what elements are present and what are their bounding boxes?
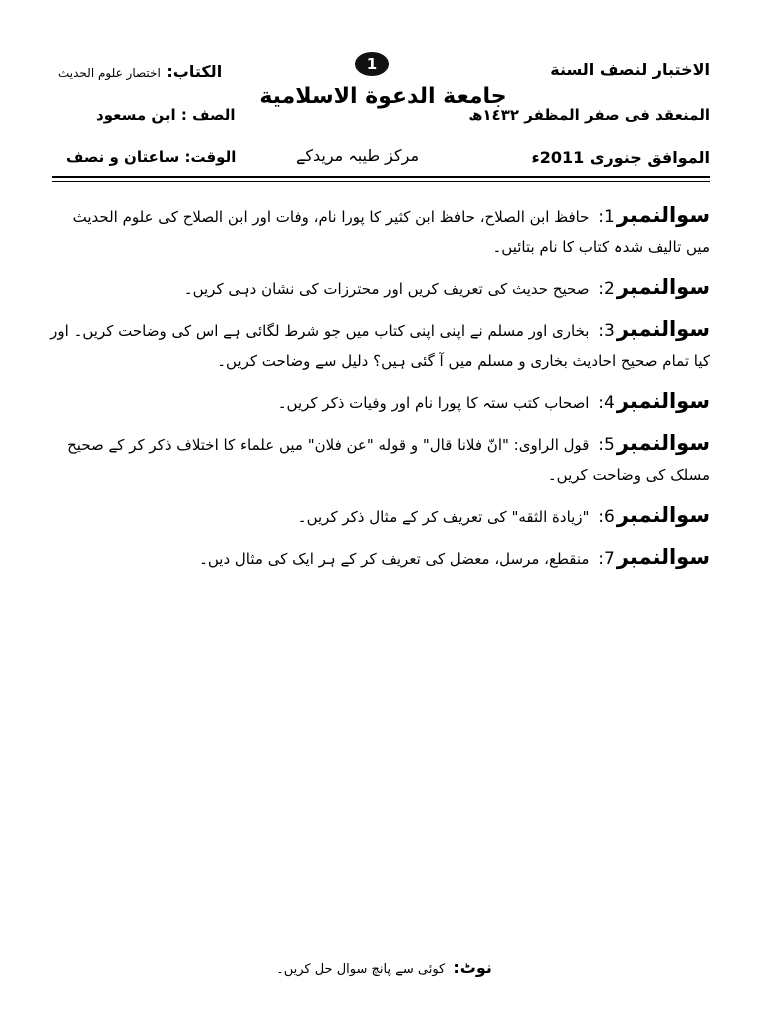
center-name: مرکز طیبہ مریدکے [296, 146, 420, 165]
question-item-5 [48, 428, 710, 490]
question-text: قول الراوی: "انّ فلانا قال" و قوله "عن فلان" میں علماء کا اختلاف ذکر کر کے صحیح مسلک کی وضاحت کریں۔ [67, 436, 710, 484]
question-item-2 [48, 272, 710, 304]
time-info [66, 148, 236, 166]
header-divider-bottom [52, 181, 710, 182]
question-item-1 [48, 200, 710, 262]
question-text: "زيادة الثقه" کی تعریف کر کے مثال ذکر کریں۔ [297, 508, 590, 526]
note-label: نوٹ: [453, 958, 492, 977]
question-label: سوالنمبر [616, 317, 710, 341]
question-text: بخاری اور مسلم نے اپنی اپنی کتاب میں جو شرط لگائی ہے اس کی وضاحت کریں۔ اور کیا تمام صحیح احادیث بخاری و مسلم میں آ گئی ہیں؟ دلیل سے وضاحت کریں۔ [50, 322, 710, 370]
question-item-4 [48, 386, 710, 418]
question-item-6 [48, 500, 710, 532]
note-text: کوئی سے پانچ سوال حل کریں۔ [276, 962, 446, 977]
header-divider-top [52, 176, 710, 178]
question-number: 3: [598, 321, 615, 341]
class-info [96, 106, 236, 124]
class-label: الصف : [180, 106, 236, 124]
book-label: الکتاب: [166, 62, 223, 81]
question-label: سوالنمبر [616, 275, 710, 299]
question-text: اصحاب کتب ستہ کا پورا نام اور وفیات ذکر کریں۔ [277, 394, 590, 412]
institution-name: جامعة الدعوة الاسلامية [259, 84, 507, 109]
question-number: 2: [598, 279, 615, 299]
question-label: سوالنمبر [616, 545, 710, 569]
exam-date-hijri: المنعقد فی صفر المظفر ١٤٣٢ھ [468, 106, 710, 124]
question-number: 7: [598, 549, 615, 569]
question-text: صحیح حدیث کی تعریف کریں اور محترزات کی نشان دہی کریں۔ [183, 280, 590, 298]
question-number: 1: [598, 207, 615, 227]
question-label: سوالنمبر [616, 203, 710, 227]
question-label: سوالنمبر [616, 431, 710, 455]
question-text: حافظ ابن الصلاح، حافظ ابن کثیر کا پورا نام، وفات اور ابن الصلاح کی علوم الحدیث میں تالیف شدہ کتاب کا نام بتائیں۔ [72, 208, 710, 256]
questions-list [48, 200, 710, 584]
question-item-3 [48, 314, 710, 376]
exam-title: الاختبار لنصف السنة [550, 60, 710, 79]
time-value: ساعتان و نصف [66, 148, 180, 166]
page-number-badge: 1 [355, 52, 389, 76]
question-number: 4: [598, 393, 615, 413]
class-value: ابن مسعود [96, 106, 176, 124]
question-label: سوالنمبر [616, 389, 710, 413]
question-label: سوالنمبر [616, 503, 710, 527]
question-item-7 [48, 542, 710, 574]
question-text: منقطع، مرسل، معضل کی تعریف کر کے ہر ایک کی مثال دیں۔ [199, 550, 590, 568]
footer-note [0, 958, 768, 977]
question-number: 6: [598, 507, 615, 527]
book-value: اختصار علوم الحدیث [58, 66, 161, 80]
exam-date-gregorian: الموافق جنوری 2011ء [531, 148, 710, 167]
question-number: 5: [598, 435, 615, 455]
time-label: الوقت: [184, 148, 237, 166]
book-info [58, 62, 222, 81]
